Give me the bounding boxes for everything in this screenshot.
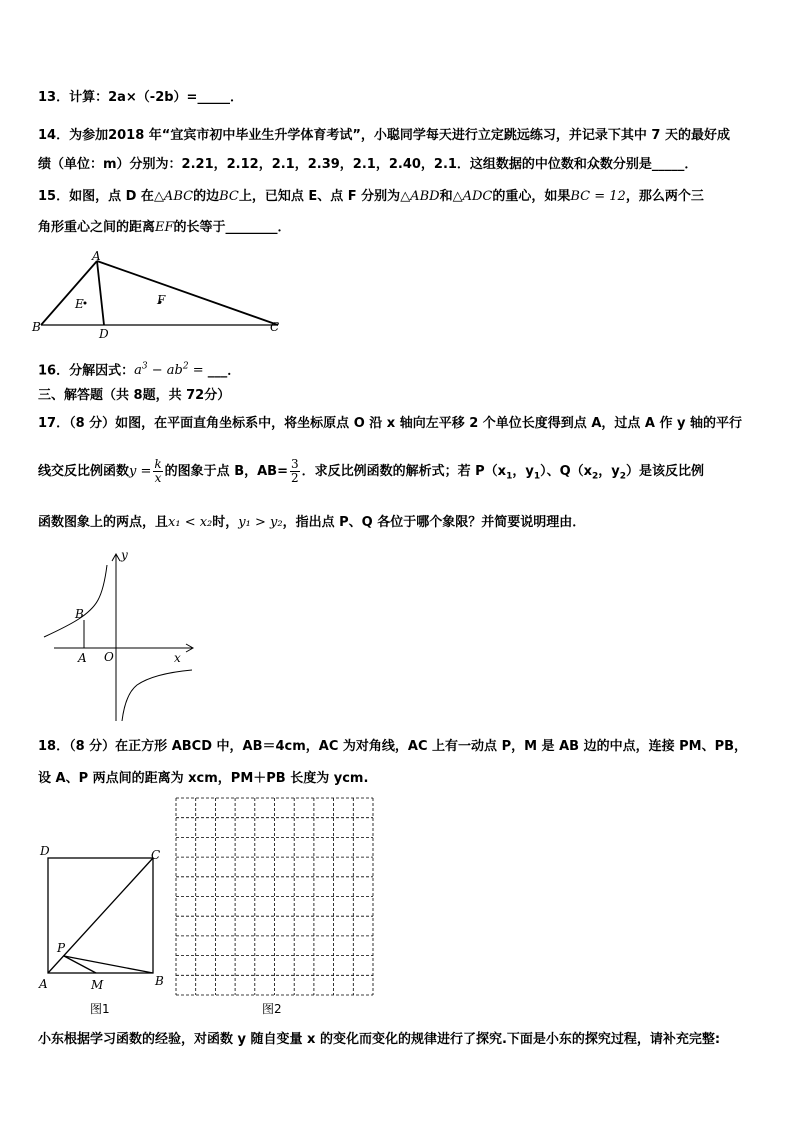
- triangle-abd: △ABD: [400, 189, 440, 204]
- label-m: M: [91, 978, 104, 992]
- q16-var-a: a: [134, 363, 142, 379]
- label-c: C: [151, 848, 161, 862]
- label-f: F: [157, 293, 166, 307]
- q17-coordinate-figure: [40, 545, 210, 725]
- q14-line1: 14．为参加2018 年“宜宾市初中毕业生升学体育考试”，小聪同学每天进行立定跳远练习，并记录下其中 7 天的最好成: [38, 128, 730, 143]
- condition-x: x₁ < x₂: [168, 515, 213, 530]
- fraction-k-over-x: [153, 458, 162, 485]
- label-p: P: [57, 941, 66, 955]
- label-a: A: [92, 249, 101, 263]
- q17-text: ）、Q（x: [540, 464, 593, 479]
- q17-line3: [38, 514, 585, 532]
- subscript: 1: [533, 471, 541, 482]
- frac-denominator: x: [154, 471, 162, 485]
- q17-text: 函数图象上的两点，且: [38, 515, 169, 530]
- q17-y-eq: y =: [129, 464, 152, 479]
- q16-line: [38, 358, 240, 380]
- q17-text: 线交反比例函数: [38, 464, 130, 479]
- subscript: 2: [592, 471, 599, 482]
- frac-numerator: k: [154, 457, 162, 471]
- q18-line1: 18．（8 分）在正方形 ABCD 中，AB＝4cm，AC 为对角线，AC 上有一动点 P，M 是 AB 边的中点，连接 PM、PB，: [38, 739, 748, 754]
- q18-dashed-grid: [175, 797, 375, 997]
- label-a: A: [39, 977, 48, 991]
- q17-text: ）是该反比例: [626, 464, 705, 479]
- q16-term-ab: − ab: [147, 363, 183, 379]
- q16-exp3: 3: [141, 362, 148, 372]
- q18-line2: 设 A、P 两点间的距离为 xcm，PM＋PB 长度为 ycm.: [38, 771, 369, 786]
- segment-ef: EF: [155, 220, 174, 235]
- triangle-abc: △ABC: [153, 189, 194, 204]
- axis-label-x: x: [174, 651, 181, 665]
- subscript: 1: [506, 471, 513, 482]
- q16-blank: ___．: [207, 363, 241, 379]
- label-b: B: [32, 320, 41, 334]
- q17-line2: [38, 458, 704, 486]
- q17-text: 时，: [212, 515, 239, 530]
- q17-text: ，y: [598, 464, 620, 479]
- bc-equals: BC = 12: [570, 189, 626, 204]
- q14-line2: 绩（单位：m）分别为：2.21，2.12，2.1，2.39，2.1，2.40，2.1．这组数据的中位数和众数分别是_____．: [38, 157, 698, 172]
- q16-expr: [134, 363, 208, 378]
- label-b: B: [155, 974, 164, 988]
- q15-text: ，那么两个三: [625, 189, 704, 204]
- q17-text: ，y: [512, 464, 534, 479]
- fraction-3-over-2: [290, 458, 300, 485]
- section-heading: 三、解答题（共 8题，共 72分）: [38, 388, 231, 403]
- q15-text: 的边: [193, 189, 220, 204]
- segment-bc: BC: [219, 189, 239, 204]
- label-b: B: [75, 607, 84, 621]
- q15-text: 15．如图，点 D 在: [38, 189, 154, 204]
- q17-text: ，指出点 P、Q 各位于哪个象限？并简要说明理由．: [282, 515, 586, 530]
- q15-text: 的重心，如果: [492, 189, 571, 204]
- subscript: 2: [619, 471, 627, 482]
- label-e: E: [75, 297, 84, 311]
- label-d: D: [40, 844, 50, 858]
- condition-y: y₁ > y₂: [238, 515, 283, 530]
- origin-label: O: [104, 650, 114, 664]
- frac-denominator: 2: [290, 471, 299, 485]
- figure2-caption: 图2: [262, 1002, 282, 1016]
- triangle-adc: △ADC: [452, 189, 493, 204]
- q13-text: 13．计算：2a×（-2b）=_____．: [38, 90, 243, 105]
- q15-text: 角形重心之间的距离: [38, 220, 156, 235]
- label-a: A: [78, 651, 87, 665]
- label-c: C: [270, 320, 280, 334]
- q15-text: 的长等于________．: [173, 220, 291, 235]
- q16-exp2: 2: [182, 362, 189, 372]
- axis-label-y: y: [121, 548, 128, 562]
- q15-line2: [38, 219, 291, 237]
- q16-text: 16．分解因式：: [38, 363, 135, 379]
- q17-line1: 17．（8 分）如图，在平面直角坐标系中，将坐标原点 O 沿 x 轴向左平移 2 个单位长度得到点 A，过点 A 作 y 轴的平行: [38, 416, 743, 431]
- q17-text: ．求反比例函数的解析式；若 P（x: [301, 464, 507, 479]
- label-d: D: [99, 327, 109, 341]
- bottom-text: 小东根据学习函数的经验，对函数 y 随自变量 x 的变化而变化的规律进行了探究.下面是小东的探究过程，请补充完整:: [38, 1032, 721, 1047]
- q17-text: 的图象于点 B，AB=: [164, 464, 288, 479]
- q15-text: 上，已知点 E、点 F 分别为: [238, 189, 401, 204]
- q15-text: 和: [439, 189, 453, 204]
- figure1-caption: 图1: [90, 1002, 110, 1016]
- q15-triangle-figure: [32, 248, 292, 343]
- frac-numerator: 3: [290, 457, 299, 471]
- q16-equals: =: [188, 363, 208, 379]
- q18-square-figure: [38, 843, 168, 993]
- q15-line1: [38, 188, 704, 206]
